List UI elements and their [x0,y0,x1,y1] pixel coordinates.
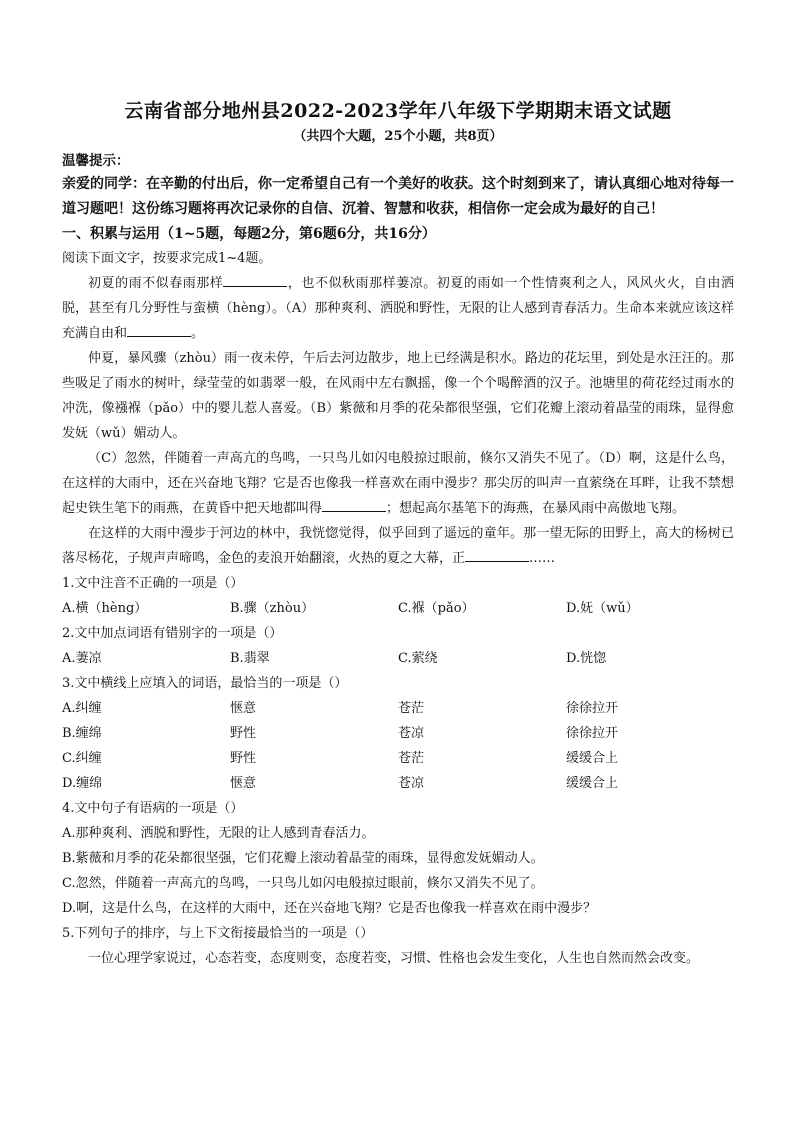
fill-blank [322,499,386,512]
question-3-option-c [62,746,734,771]
option-b: B.翡翠 [230,651,270,666]
option-b: B.骤（zhòu） [230,601,315,616]
question-5: 5.下列句子的排序，与上下文衔接最恰当的一项是（） [62,926,374,941]
option-a: A.那种爽利、洒脱和野性，无限的让人感到青春活力。 [62,826,375,841]
fill-blank [223,274,287,287]
passage-text: …… [529,551,556,566]
passage-text: ；想起高尔基笔下的海燕，在暴风雨中高傲地飞翔。 [386,501,686,516]
option-cell: B.缠绵 [62,726,102,741]
passage-paragraph-2: 仲夏，暴风骤（zhòu）雨一夜未停，午后去河边散步，地上已经满是积水。路边的花坛里，到处是水汪汪的。那些吸足了雨水的树叶，绿莹莹的如翡翠一般，在风雨中左右飘摇，像一个个喝醉酒的汉子。池塘里的荷花经过雨水的冲洗，像襁褓（pǎo）中的婴儿惹人喜爱。（B）紫薇和月季的花朵都很坚强，它们花瓣上滚动着晶莹的雨珠，显得愈发妩（wǔ）媚动人。 [62,351,734,441]
exam-subtitle: （共四个大题，25个小题，共8页） [293,129,503,144]
question-3-option-a [62,696,734,721]
passage-paragraph-4 [62,521,734,571]
question-2-options [62,646,734,671]
question-3-option-b [62,721,734,746]
option-cell: 徐徐拉开 [566,701,619,716]
option-cell: D.缠绵 [62,776,103,791]
section-instruction: 阅读下面文字，按要求完成1~4题。 [62,251,272,266]
question-2: 2.文中加点词语有错别字的一项是（） [62,626,283,641]
question-4: 4.文中句子有语病的一项是（） [62,801,244,816]
passage-paragraph-3 [62,446,734,521]
option-d: D.啊，这是什么鸟，在这样的大雨中，还在兴奋地飞翔？它是否也像我一样喜欢在雨中漫步？ [62,901,597,916]
passage-text: 初夏的雨不似春雨那样 [88,276,224,291]
option-cell: 缓缓合上 [566,751,619,766]
option-cell: 苍茫 [398,751,425,766]
option-a: A.横（hèng） [62,601,148,616]
option-cell: 苍茫 [398,701,425,716]
fill-blank [127,324,191,337]
option-cell: 惬意 [230,701,257,716]
option-a: A.萋凉 [62,651,102,666]
section-heading: 一、积累与运用（1~5题，每题2分，第6题6分，共16分） [62,226,436,242]
option-c: C.褓（pǎo） [398,601,475,616]
option-b: B.紫薇和月季的花朵都很坚强，它们花瓣上滚动着晶莹的雨珠，显得愈发妩媚动人。 [62,851,544,866]
passage-paragraph-1 [62,271,734,346]
passage-text: 在这样的大雨中漫步于河边的林中，我恍惚觉得，似乎回到了遥远的童年。那一望无际的田野上，高大的杨树已落尽杨花，子规声声啼鸣，金色的麦浪开始翻滚，火热的夏之大幕，正 [62,526,734,566]
question-1-options [62,596,734,621]
tips-label: 温馨提示： [62,153,130,169]
option-cell: A.纠缠 [62,701,102,716]
option-cell: 苍凉 [398,776,425,791]
fill-blank [465,549,529,562]
tips-text: 亲爱的同学：在辛勤的付出后，你一定希望自己有一个美好的收获。这个时刻到来了，请认真细心地对待每一道习题吧！这份练习题将再次记录你的自信、沉着、智慧和收获，相信你一定会成为最好的自己！ [62,176,734,217]
option-d: D.妩（wǔ） [566,601,639,616]
option-c: C.萦绕 [398,651,438,666]
option-d: D.恍惚 [566,651,607,666]
question-1: 1.文中注音不正确的一项是（） [62,576,244,591]
exam-page [62,98,734,971]
question-5-text: 一位心理学家说过，心态若变，态度则变，态度若变，习惯、性格也会发生变化，人生也自然而然会改变。 [88,951,700,966]
option-c: C.忽然，伴随着一声高亢的鸟鸣，一只鸟儿如闪电般掠过眼前，倏尔又消失不见了。 [62,876,544,891]
option-cell: 野性 [230,726,257,741]
option-cell: 惬意 [230,776,257,791]
passage-text: ，也不似秋雨那样萋凉。初夏的雨如一个性情爽利之人，风风火火，自由洒脱，甚至有几分野性与蛮横（hèng）。（A）那种爽利、洒脱和野性，无限的让人感到青春活力。生命本来就应该这样充满自由和 [62,276,734,341]
passage-text: 。 [191,326,205,341]
option-cell: 苍凉 [398,726,425,741]
exam-title: 云南省部分地州县2022-2023学年八年级下学期期末语文试题 [124,100,672,122]
option-cell: C.纠缠 [62,751,102,766]
option-cell: 徐徐拉开 [566,726,619,741]
question-3-option-d [62,771,734,796]
option-cell: 缓缓合上 [566,776,619,791]
question-3: 3.文中横线上应填入的词语，最恰当的一项是（） [62,676,348,691]
option-cell: 野性 [230,751,257,766]
passage-text: （C）忽然，伴随着一声高亢的鸟鸣，一只鸟儿如闪电般掠过眼前，倏尔又消失不见了。（D）啊，这是什么鸟，在这样的大雨中，还在兴奋地飞翔？它是否也像我一样喜欢在雨中漫步？那尖厉的叫声一直萦绕在耳畔，让我不禁想起史铁生笔下的雨燕，在黄昏中把天地都叫得 [62,451,734,516]
